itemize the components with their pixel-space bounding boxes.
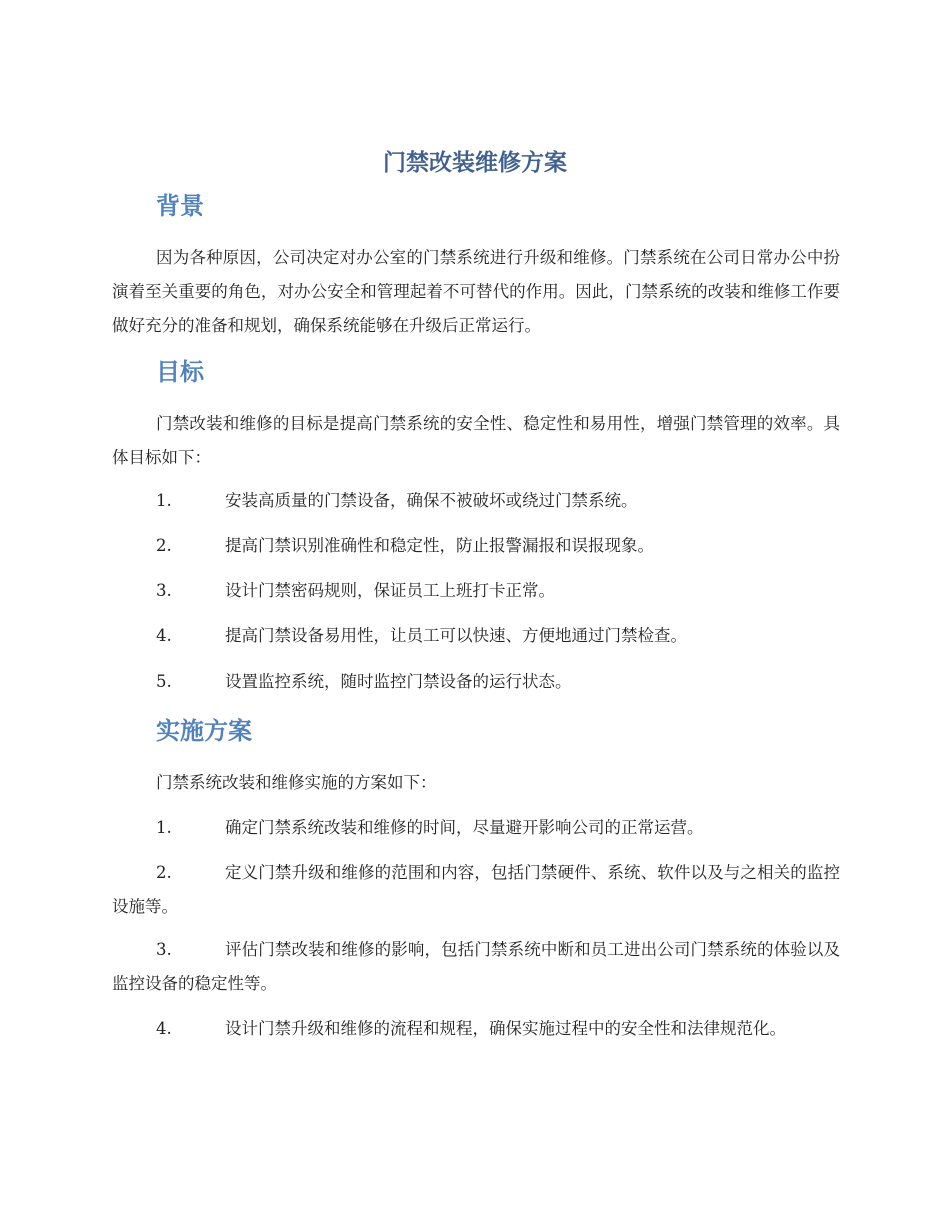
plan-item-text: 定义门禁升级和维修的范围和内容，包括门禁硬件、系统、软件以及与之相关的监控设施等。 xyxy=(112,863,840,916)
goal-item-number: 1. xyxy=(156,491,172,510)
goal-item-text: 安装高质量的门禁设备，确保不被破坏或绕过门禁系统。 xyxy=(225,491,638,510)
plan-item-text: 设计门禁升级和维修的流程和规程，确保实施过程中的安全性和法律规范化。 xyxy=(225,1019,786,1038)
background-paragraph: 因为各种原因，公司决定对办公室的门禁系统进行升级和维修。门禁系统在公司日常办公中扮演着至关重要的角色，对办公安全和管理起着不可替代的作用。因此，门禁系统的改装和维修工作要做好充分的准备和规划，确保系统能够在升级后正常运行。 xyxy=(112,248,840,335)
goal-item-number: 2. xyxy=(156,536,172,555)
heading-background: 背景 xyxy=(156,192,204,220)
goal-item-4 xyxy=(112,619,840,653)
plan-item-text: 评估门禁改装和维修的影响，包括门禁系统中断和员工进出公司门禁系统的体验以及监控设备的稳定性等。 xyxy=(112,940,840,993)
document-title: 门禁改装维修方案 xyxy=(383,150,567,176)
plan-item-number: 4. xyxy=(156,1019,172,1038)
plan-item-number: 1. xyxy=(156,818,172,837)
heading-plan: 实施方案 xyxy=(156,717,252,745)
plan-item-4 xyxy=(112,1012,840,1046)
goal-item-3 xyxy=(112,574,840,608)
goal-item-5 xyxy=(112,665,840,699)
goals-paragraph: 门禁改装和维修的目标是提高门禁系统的安全性、稳定性和易用性，增强门禁管理的效率。具体目标如下： xyxy=(112,414,840,467)
plan-item-text: 确定门禁系统改装和维修的时间，尽量避开影响公司的正常运营。 xyxy=(225,818,704,837)
goal-item-number: 4. xyxy=(156,626,172,645)
plan-item-number: 2. xyxy=(156,863,172,882)
goal-item-text: 设计门禁密码规则，保证员工上班打卡正常。 xyxy=(225,581,555,600)
goal-item-number: 5. xyxy=(156,672,172,691)
plan-item-3 xyxy=(112,933,840,1001)
goal-item-text: 提高门禁设备易用性，让员工可以快速、方便地通过门禁检查。 xyxy=(225,626,687,645)
goal-item-text: 提高门禁识别准确性和稳定性，防止报警漏报和误报现象。 xyxy=(225,536,654,555)
heading-goals: 目标 xyxy=(156,358,204,386)
plan-paragraph: 门禁系统改装和维修实施的方案如下： xyxy=(156,773,437,792)
goal-item-2 xyxy=(112,529,840,563)
plan-item-2 xyxy=(112,856,840,924)
plan-item-number: 3. xyxy=(156,940,172,959)
goal-item-number: 3. xyxy=(156,581,172,600)
plan-item-1 xyxy=(112,811,840,845)
goal-item-1 xyxy=(112,484,840,518)
goal-item-text: 设置监控系统，随时监控门禁设备的运行状态。 xyxy=(225,672,572,691)
